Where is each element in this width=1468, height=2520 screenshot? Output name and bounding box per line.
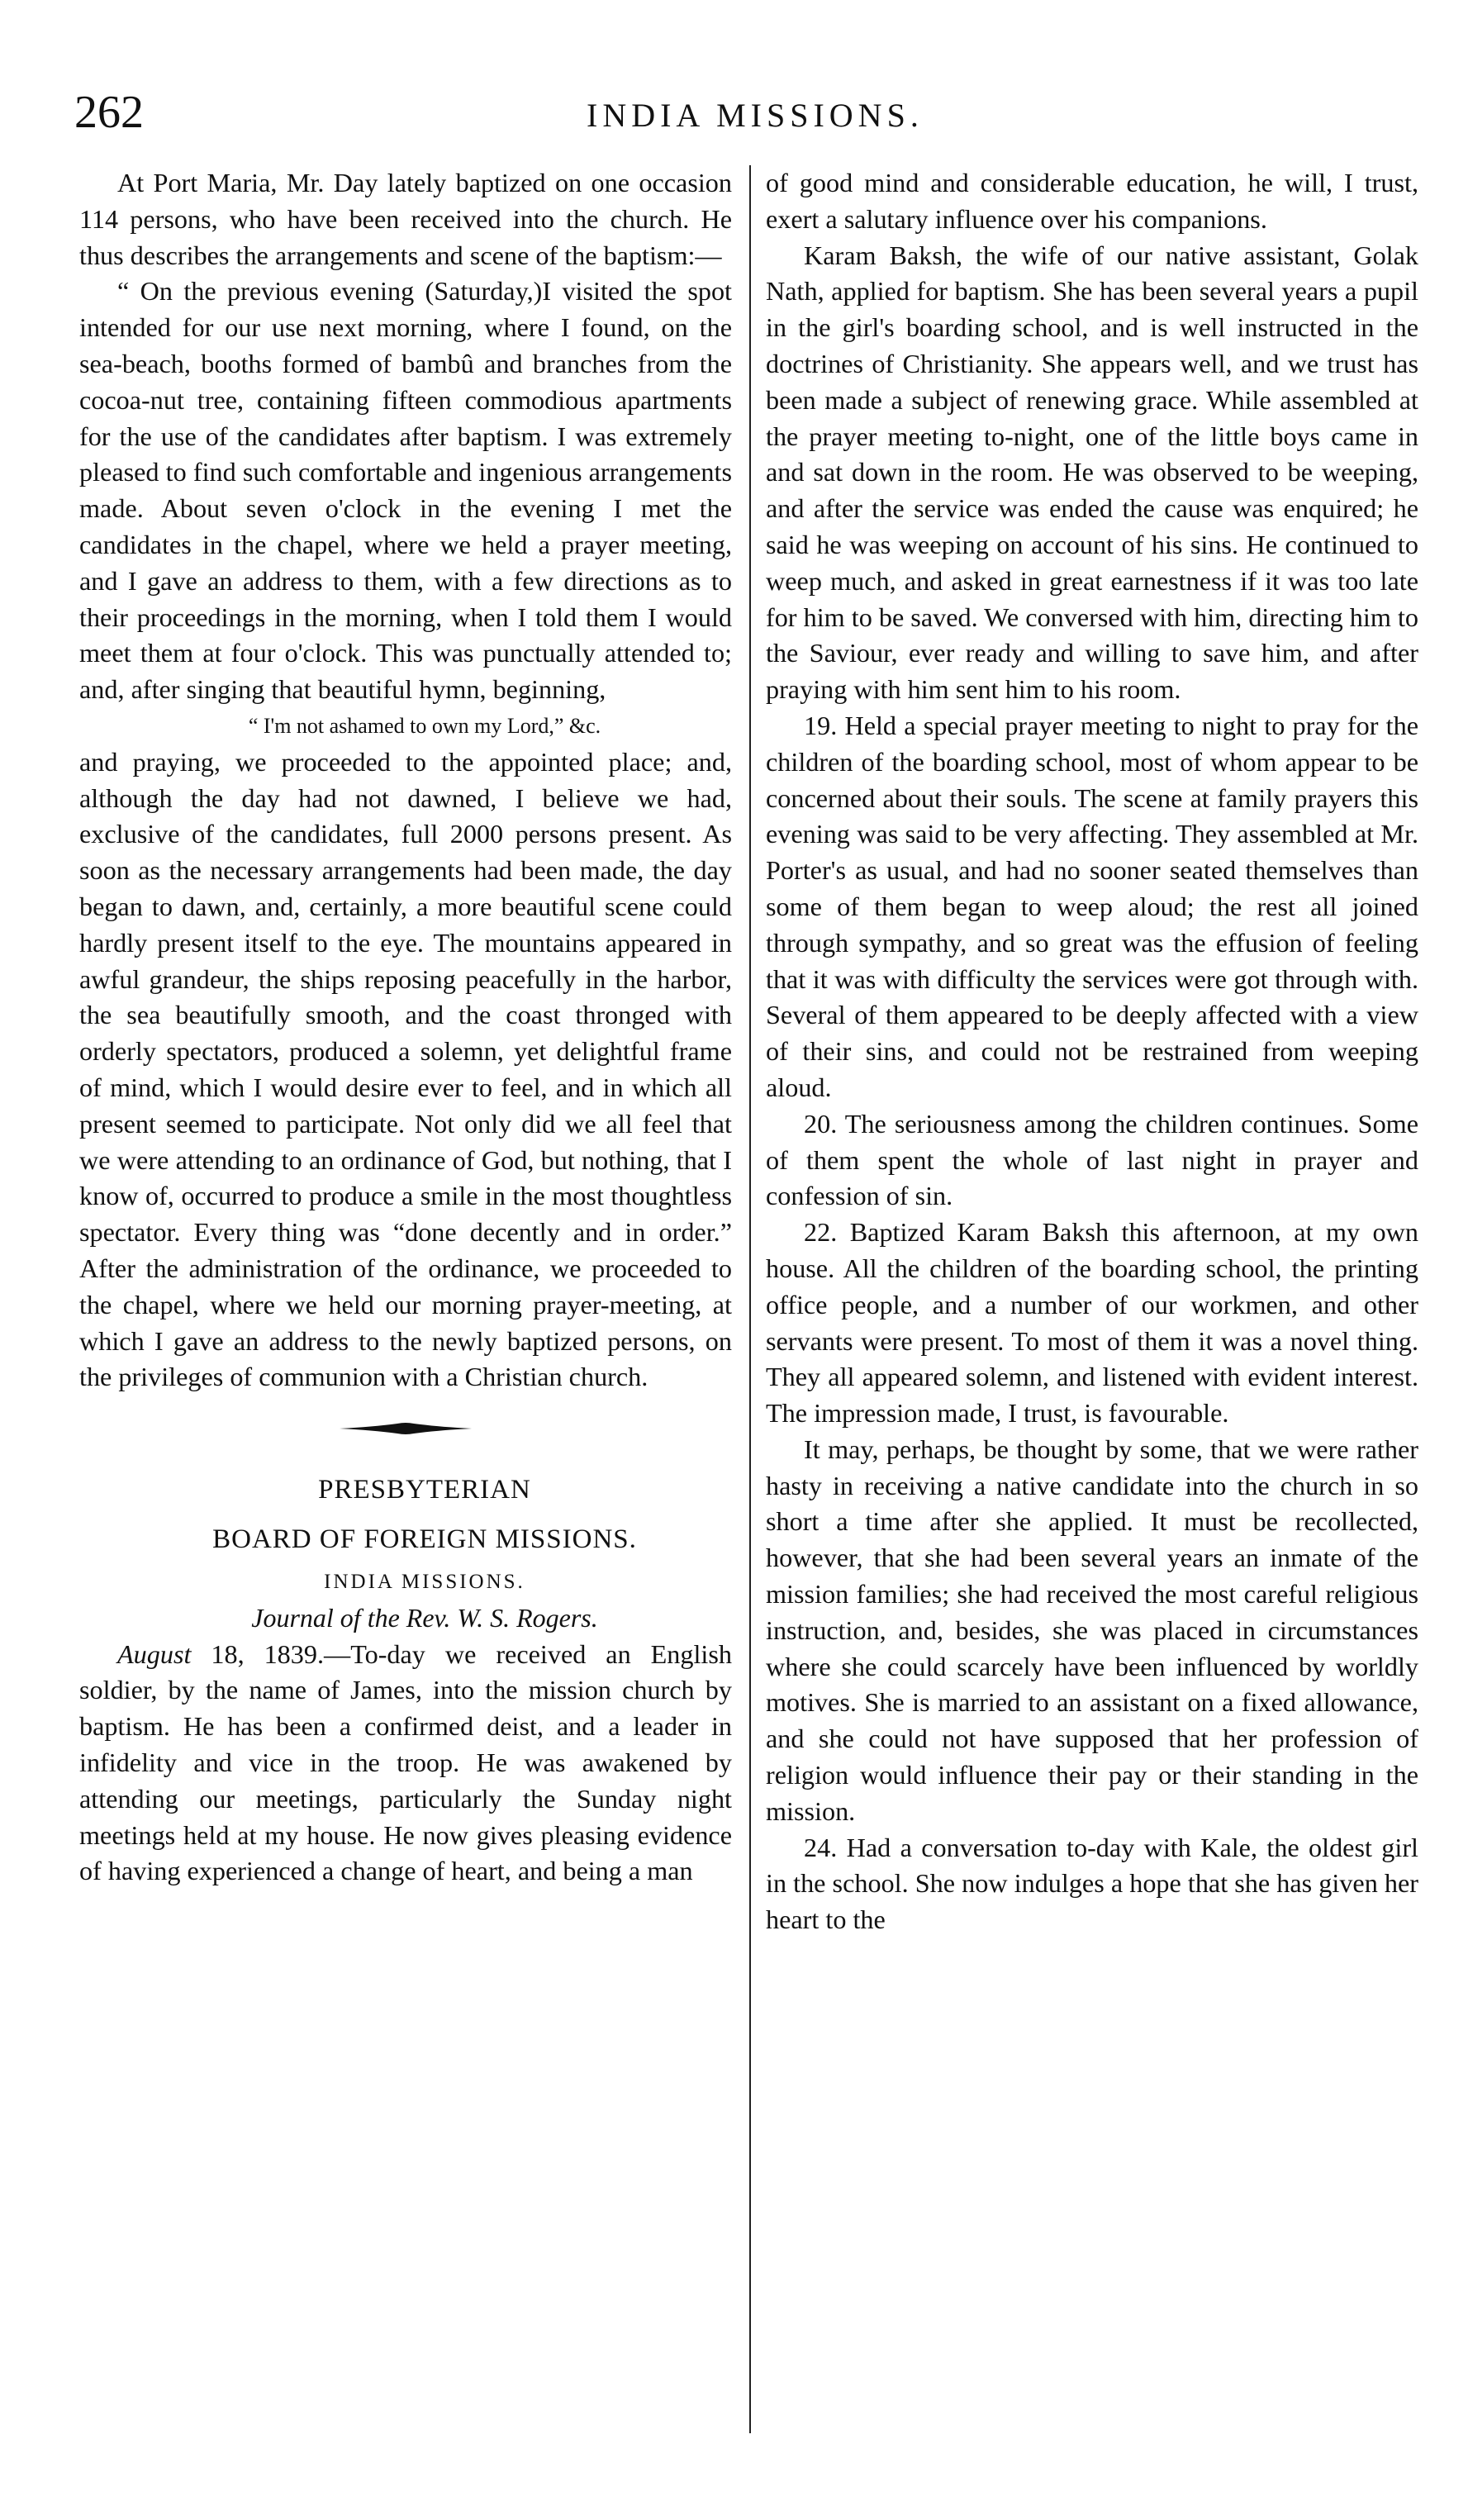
page-number: 262	[74, 87, 144, 138]
heading-journal: Journal of the Rev. W. S. Rogers.	[251, 1602, 598, 1633]
paragraph-previous-evening: “ On the previous evening (Saturday,)I visited the spot intended for our use next morning, where I found, on the sea-beach, booths formed of bambû and branches from the cocoa-nut tree, containing fifteen commodious apartments for the use of the candidates after baptism. I was extremely pleased to find such comfortable and ingenious arrangements made. About seven o'clock in the evening I met the candidates in the chapel, where we held a prayer meeting, and I gave an address to them, with a few directions as to their proceedings in the morning, when I told them I would meet them at four o'clock. This was punctually attended to; and, after singing that beautiful hymn, beginning,	[79, 276, 732, 705]
paragraph-karam-baksh: Karam Baksh, the wife of our native assistant, Golak Nath, applied for baptism. She has been several years a pupil in the girl's boarding school, and is well instructed in the doctrines of Christianity. She appears well, and we trust has been made a subject of renewing grace. While assembled at the prayer meeting to-night, one of the little boys came in and sat down in the room. He was observed to be weeping, and after the service was ended the cause was enquired; he said he was weeping on account of his sins. He continued to weep much, and asked in great earnestness if it was too late for him to be saved. We conversed with him, directing him to the Saviour, ever ready and willing to save him, and after praying with him sent him to his room.	[766, 240, 1418, 705]
column-rule	[749, 165, 751, 2433]
paragraph-20: 20. The seriousness among the children continues. Some of them spent the whole of last night in prayer and confession of sin.	[766, 1108, 1418, 1211]
left-column	[79, 165, 732, 1890]
august-entry-text: 18, 1839.—To-day we received an English soldier, by the name of James, into the mission church by baptism. He has been a confirmed deist, and a leader in infidelity and vice in the troop. He was awakened by attending our meetings, particularly the Sunday night meetings held at my house. He now gives pleasing evidence of having experienced a change of heart, and being a man	[79, 1638, 732, 1886]
heading-india-missions: INDIA MISSIONS.	[324, 1571, 525, 1594]
right-column	[766, 165, 1418, 1938]
paragraph-praying: and praying, we proceeded to the appointed place; and, although the day had not dawned, I believe we had, exclusive of the candidates, full 2000 persons present. As soon as the necessary arrangements had been made, the day began to dawn, and, certainly, a more beautiful scene could hardly present itself to the eye. The mountains appeared in awful grandeur, the ships reposing peacefully in the harbor, the sea beautifully smooth, and the coast thronged with orderly spectators, produced a solemn, yet delightful frame of mind, which I would desire ever to feel, and in which all present seemed to participate. Not only did we all feel that we were attending to an ordinance of God, but nothing, that I know of, occurred to produce a smile in the most thoughtless spectator. Every thing was “done decently and in order.” After the administration of the ordinance, we proceeded to the chapel, where we held our morning prayer-meeting, at which I gave an address to the newly baptized persons, on the privileges of communion with a Christian church.	[79, 746, 732, 1392]
paragraph-24: 24. Had a conversation to-day with Kale, the oldest girl in the school. She now indulges a hope that she has given her heart to the	[766, 1832, 1418, 1935]
heading-board-of-foreign-missions: BOARD OF FOREIGN MISSIONS.	[212, 1524, 637, 1555]
running-title: INDIA MISSIONS.	[587, 97, 924, 134]
hymn-quote: “ I'm not ashamed to own my Lord,” &c.	[248, 713, 601, 738]
paragraph-port-maria: At Port Maria, Mr. Day lately baptized on one occasion 114 persons, who have been received into the church. He thus describes the arrangements and scene of the baptism:—	[79, 168, 732, 270]
paragraph-22: 22. Baptized Karam Baksh this afternoon, at my own house. All the children of the boarding school, the printing office people, and a number of our workmen, and other servants were present. To most of them it was a novel thing. They all appeared solemn, and listened with evident interest. The impression made, I trust, is favourable.	[766, 1217, 1418, 1429]
paragraph-it-may: It may, perhaps, be thought by some, that we were rather hasty in receiving a native candidate into the church in so short a time after she applied. It must be recollected, however, that she had been several years an inmate of the mission families; she had received the most careful religious instruction, and, besides, she was placed in circumstances where she could scarcely have been influenced by worldly motives. She is married to an assistant on a fixed allowance, and she could not have supposed that her profession of religion would influence their pay or their standing in the mission.	[766, 1434, 1418, 1826]
paragraph-continuation: of good mind and considerable education, he will, I trust, exert a salutary influence over his companions.	[766, 168, 1418, 234]
paragraph-19: 19. Held a special prayer meeting to night to pray for the children of the boarding school, most of whom appear to be concerned about their souls. The scene at family prayers this evening was said to be very affecting. They assembled at Mr. Porter's as usual, and had no sooner seated themselves than some of them began to weep aloud; the rest all joined through sympathy, and so great was the effusion of feeling that it was with difficulty the services were got through with. Several of them appeared to be deeply affected with a view of their sins, and could not be restrained from weeping aloud.	[766, 710, 1418, 1102]
section-divider-flourish	[340, 1419, 472, 1438]
heading-presbyterian: PRESBYTERIAN	[318, 1475, 531, 1505]
date-august: August	[117, 1638, 192, 1669]
running-head	[74, 86, 1429, 144]
paragraph-august-18	[79, 1637, 732, 1890]
